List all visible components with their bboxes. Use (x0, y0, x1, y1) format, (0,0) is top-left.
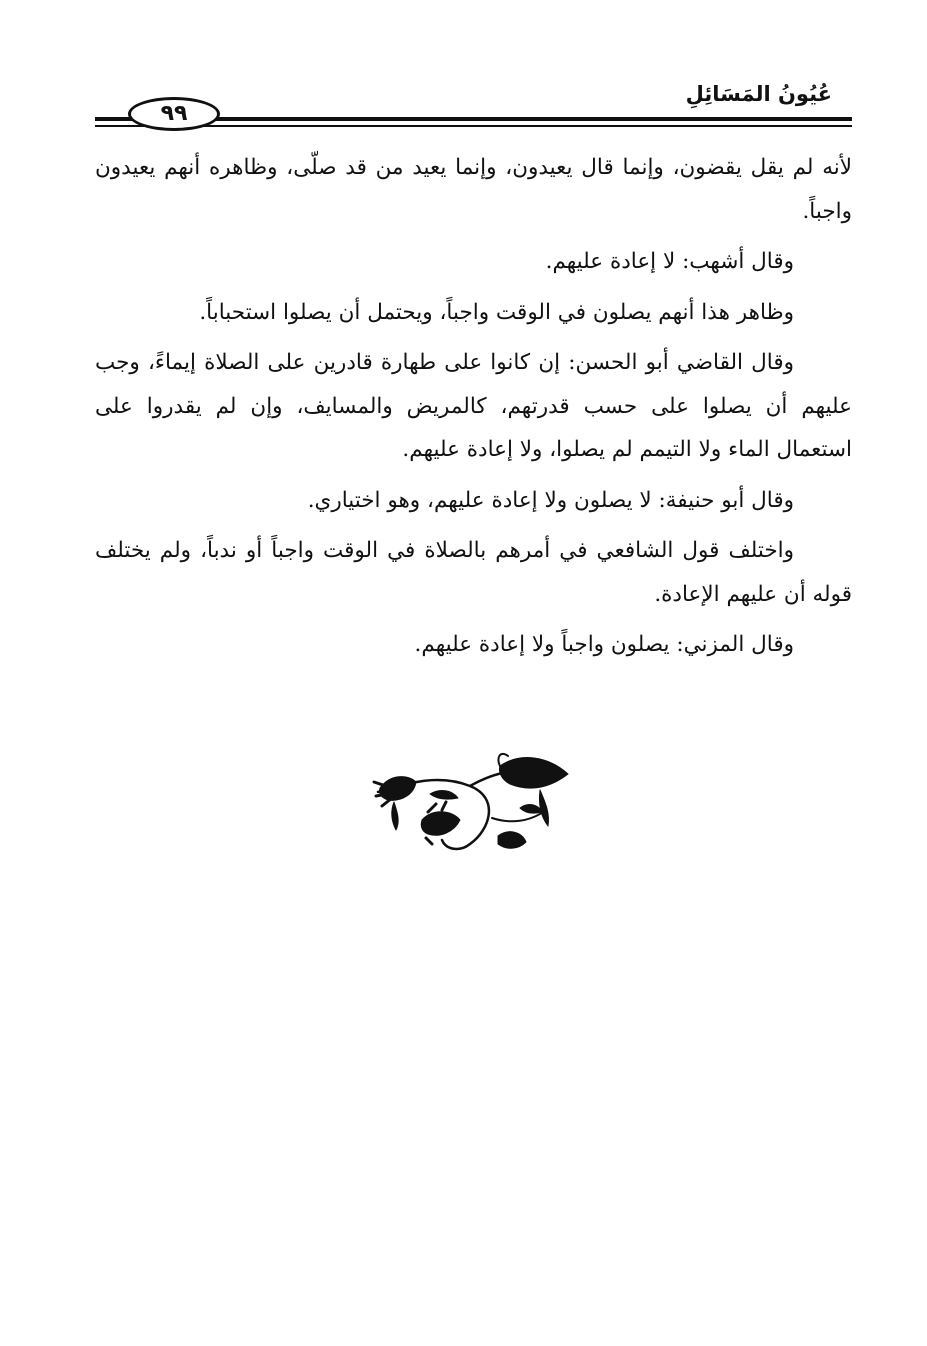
paragraph-ashhab: وقال أشهب: لا إعادة عليهم. (545, 249, 794, 274)
paragraph-shafii: واختلف قول الشافعي في أمرهم بالصلاة في الوقت واجباً أو ندباً، ولم يختلف قوله أن عليهم الإعادة. (95, 538, 852, 607)
paragraph-muzani: وقال المزني: يصلون واجباً ولا إعادة عليهم. (414, 632, 794, 657)
page-number: ٩٩ (128, 97, 220, 131)
paragraph-abu-hanifa: وقال أبو حنيفة: لا يصلون ولا إعادة عليهم، وهو اختياري. (307, 487, 794, 513)
page-body (95, 146, 852, 674)
paragraph-continuation: لأنه لم يقل يقضون، وإنما قال يعيدون، وإنما يعيد من قد صلّى، وظاهره أنهم يعيدون واجباً. (95, 155, 852, 224)
header-rule-thin (95, 125, 852, 127)
running-title: عُيُونُ المَسَائِلِ (685, 82, 832, 106)
floral-tulip-ornament-icon (370, 752, 575, 864)
paragraph-interpretation: وظاهر هذا أنهم يصلون في الوقت واجباً، ويحتمل أن يصلوا استحباباً. (199, 299, 794, 325)
paragraph-qadi-abu-al-hasan: وقال القاضي أبو الحسن: إن كانوا على طهارة قادرين على الصلاة إيماءً، وجب عليهم أن يصلوا على حسب قدرتهم، كالمريض والمسايف، وإن لم يقدروا على استعمال الماء ولا التيمم لم يصلوا، ولا إعادة عليهم. (95, 350, 852, 462)
